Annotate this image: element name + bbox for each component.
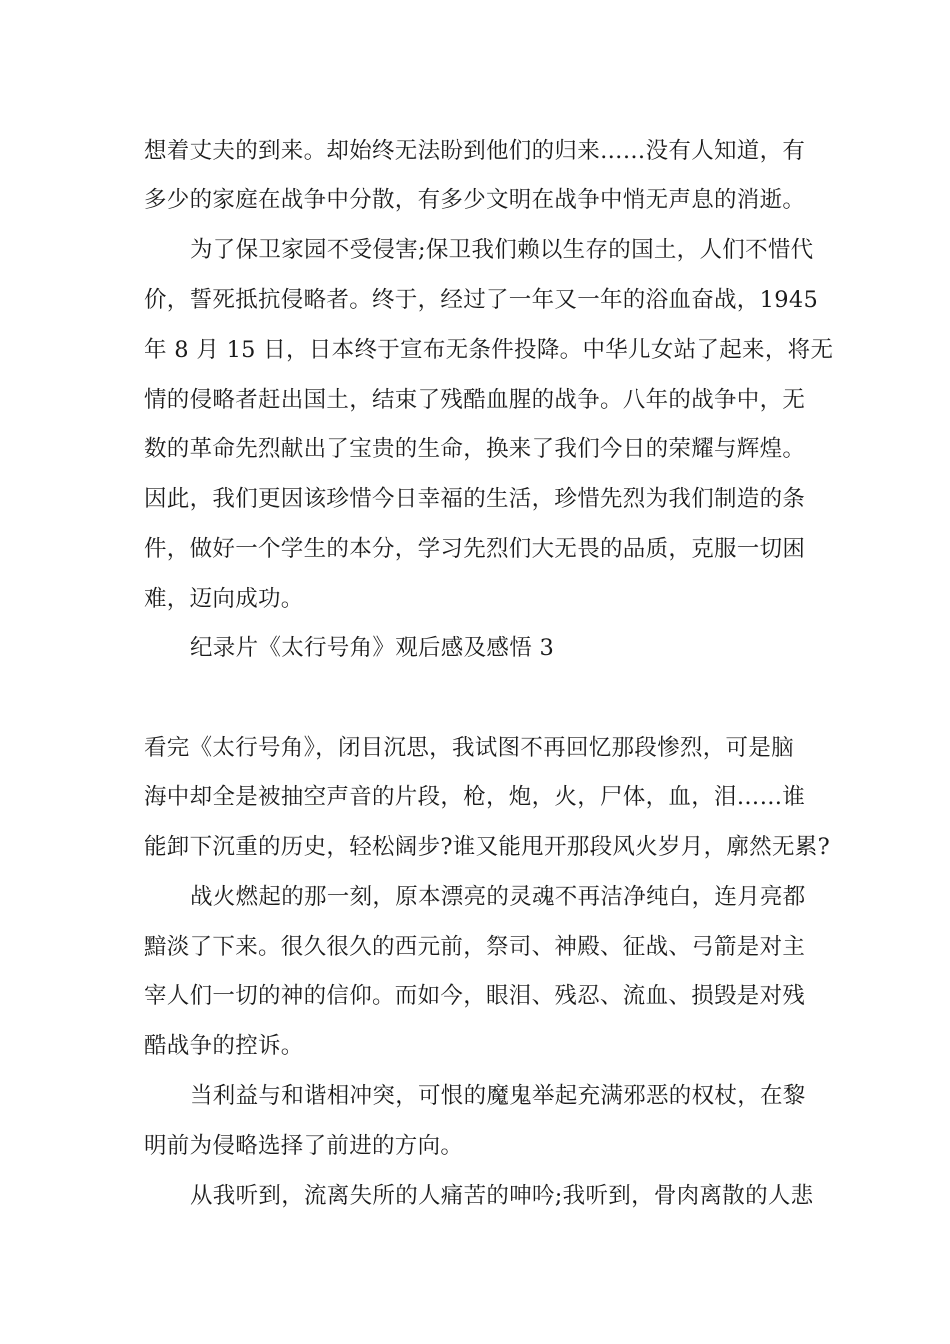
text-line: 海中却全是被抽空声音的片段，枪，炮，火，尸体，血，泪……谁 [144, 784, 806, 810]
text-line: 当利益与和谐相冲突，可恨的魔鬼举起充满邪恶的权杖，在黎 [190, 1083, 806, 1109]
text-line: 为了保卫家园不受侵害;保卫我们赖以生存的国土，人们不惜代 [190, 237, 814, 263]
text-line: 黯淡了下来。很久很久的西元前，祭司、神殿、征战、弓箭是对主 [144, 934, 806, 960]
text-line: 件，做好一个学生的本分，学习先烈们大无畏的品质，克服一切困 [144, 536, 806, 562]
text-line: 因此，我们更因该珍惜今日幸福的生活，珍惜先烈为我们制造的条 [144, 486, 806, 512]
text-line: 年 8 月 15 日，日本终于宣布无条件投降。中华儿女站了起来，将无 [144, 337, 834, 363]
text-line: 情的侵略者赶出国土，结束了残酷血腥的战争。八年的战争中，无 [144, 387, 806, 413]
text-line: 数的革命先烈献出了宝贵的生命，换来了我们今日的荣耀与辉煌。 [144, 436, 806, 462]
text-line: 想着丈夫的到来。却始终无法盼到他们的归来……没有人知道，有 [144, 138, 806, 164]
text-line: 从我听到，流离失所的人痛苦的呻吟;我听到，骨肉离散的人悲 [190, 1183, 814, 1209]
text-line: 看完《太行号角》，闭目沉思，我试图不再回忆那段惨烈，可是脑 [144, 735, 794, 761]
text-line: 能卸下沉重的历史，轻松阔步?谁又能甩开那段风火岁月，廓然无累? [144, 834, 830, 860]
text-line: 难，迈向成功。 [144, 586, 304, 612]
text-line: 战火燃起的那一刻，原本漂亮的灵魂不再洁净纯白，连月亮都 [190, 884, 806, 910]
text-line: 酷战争的控诉。 [144, 1033, 304, 1059]
section-heading: 纪录片《太行号角》观后感及感悟 3 [190, 635, 555, 661]
text-line: 明前为侵略选择了前进的方向。 [144, 1133, 464, 1159]
text-line: 价，誓死抵抗侵略者。终于，经过了一年又一年的浴血奋战，1945 [144, 287, 819, 313]
text-line: 宰人们一切的神的信仰。而如今，眼泪、残忍、流血、损毁是对残 [144, 983, 806, 1009]
text-line: 多少的家庭在战争中分散，有多少文明在战争中悄无声息的消逝。 [144, 187, 806, 213]
